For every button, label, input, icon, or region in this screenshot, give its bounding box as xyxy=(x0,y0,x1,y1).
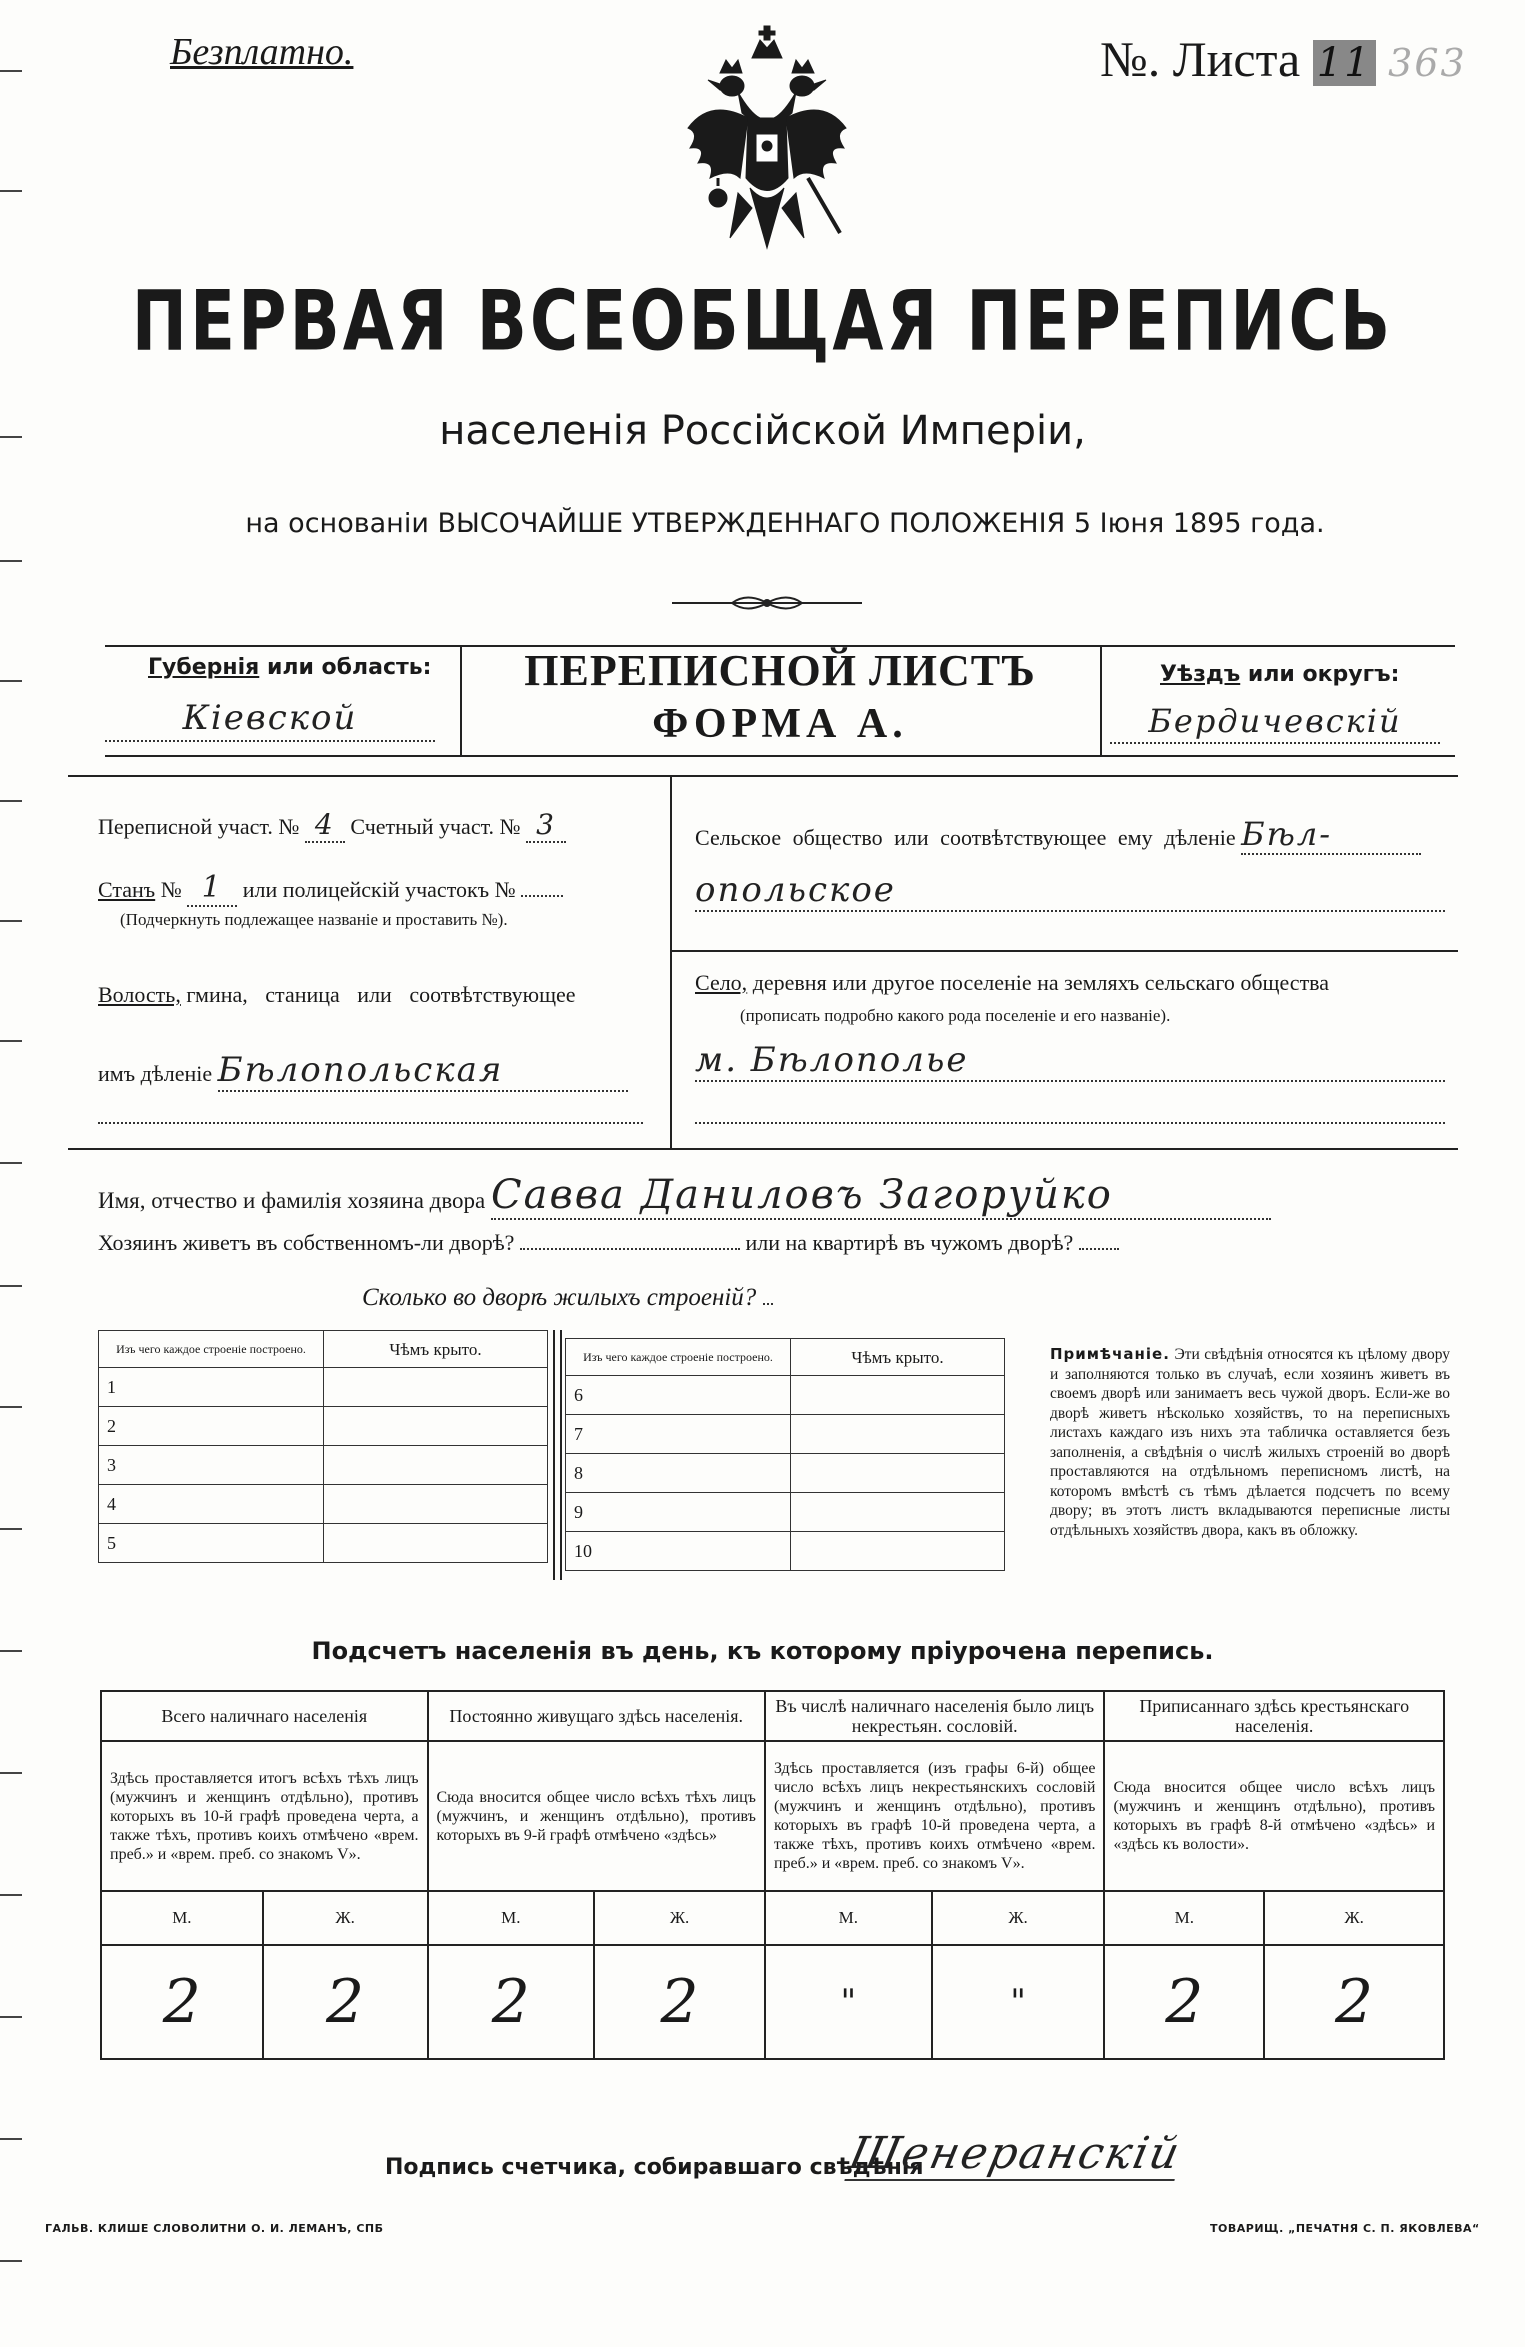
margin-tick xyxy=(0,2260,22,2262)
imperial-eagle-emblem xyxy=(680,18,855,268)
table-row: 3 xyxy=(99,1446,548,1485)
ornament-divider xyxy=(672,590,862,616)
margin-tick xyxy=(0,920,22,922)
table-row: 7 xyxy=(566,1415,1005,1454)
table-row: 5 xyxy=(99,1524,548,1563)
precinct-row: Переписной участ. № 4 Счетный участ. № 3 xyxy=(98,808,566,843)
count-title-row xyxy=(101,1691,1444,1741)
owner-value: Савва Даниловъ Загоруйко xyxy=(491,1172,1271,1220)
table-row: 8 xyxy=(566,1454,1005,1493)
society-value-1: Бѣл- xyxy=(1241,815,1421,855)
population-count-table xyxy=(100,1690,1445,2060)
margin-tick xyxy=(0,1162,22,1164)
legal-basis: на основаніи ВЫСОЧАЙШЕ УТВЕРЖДЕННАГО ПОЛОЖЕНІЯ 5 Іюня 1895 года. xyxy=(245,508,1325,539)
buildings-question: Сколько во дворѣ жилыхъ строеній? xyxy=(362,1284,773,1312)
residence-row: Хозяинъ живетъ въ собственномъ-ли дворѣ? или на квартирѣ въ чужомъ дворѣ? xyxy=(98,1230,1218,1256)
table-row: 4 xyxy=(99,1485,548,1524)
col-registered-title: Приписаннаго здѣсь крестьянскаго населенія. xyxy=(1104,1691,1444,1741)
nonpeasant-female: " xyxy=(932,1945,1105,2059)
census-precinct-value: 4 xyxy=(305,808,345,843)
margin-tick xyxy=(0,70,22,72)
table-row: 6 xyxy=(566,1376,1005,1415)
stan-value: 1 xyxy=(187,870,237,907)
form-subtitle: ФОРМА А. xyxy=(652,701,908,747)
footer-right: ТОВАРИЩ. „ПЕЧАТНЯ С. П. ЯКОВЛЕВА“ xyxy=(1210,2222,1480,2235)
margin-tick xyxy=(0,800,22,802)
sheet-number-stamp: 363 xyxy=(1388,41,1467,85)
main-title: ПЕРВАЯ ВСЕОБЩАЯ ПЕРЕПИСЬ xyxy=(131,273,1394,370)
counter-signature: Шенеранскій xyxy=(844,2128,1186,2179)
registered-male: 2 xyxy=(1104,1945,1264,2059)
owner-row: Имя, отчество и фамилія хозяина двора Савва Даниловъ Загоруйко xyxy=(98,1172,1271,1220)
stan-row: Станъ № 1 или полицейскій участокъ № xyxy=(98,870,563,907)
margin-tick xyxy=(0,1894,22,1896)
permanent-male: 2 xyxy=(428,1945,595,2059)
table-row: 1 xyxy=(99,1368,548,1407)
volost-value-row: имъ дѣленіе Бѣлопольская xyxy=(98,1050,628,1092)
signature-row: Подпись счетчика, собиравшаго свѣдѣнія xyxy=(385,2155,924,2180)
volost-value: Бѣлопольская xyxy=(218,1050,628,1092)
permanent-female: 2 xyxy=(594,1945,765,2059)
village-value: м. Бѣлополье xyxy=(695,1040,1445,1082)
volost-row: Волость, гмина, станица или соотвѣтствующее xyxy=(98,982,576,1007)
district-label: Уѣздъ или округъ: xyxy=(1160,662,1400,687)
village-row: Село, деревня или другое поселеніе на земляхъ сельскаго общества xyxy=(695,970,1330,995)
buildings-table-right: Изъ чего каждое строеніе построено. Чѣмъ крыто. 6 7 8 9 10 xyxy=(565,1338,1005,1571)
col-total-title: Всего наличнаго населенія xyxy=(101,1691,428,1741)
count-desc-row: Здѣсь проставляется итогъ всѣхъ тѣхъ лицъ (мужчинъ и женщинъ отдѣльно), противъ которыхъ въ 10-й графѣ проведена черта, а также тѣхъ, противъ коихъ отмѣчено «врем. преб.» и «врем. преб. со знакомъ V». Сюда вносится общее число всѣхъ тѣхъ лицъ (мужчинъ, и женщинъ отдѣльно), противъ которыхъ въ 9-й графѣ отмѣчено «здѣсь» Здѣсь проставляется (изъ графы 6-й) общее число всѣхъ лицъ некрестьянскихъ сословій (мужчинъ и женщинъ отдѣльно), противъ которыхъ въ графѣ 10-й проведена черта, а также тѣхъ, противъ коихъ отмѣчено «врем. преб.» и «врем. преб. со знакомъ V». Сюда вносится общее число всѣхъ лицъ (мужчинъ и женщинъ отдѣльно), противъ которыхъ въ графѣ 8-й отмѣчено «здѣсь» и «здѣсь къ волости». xyxy=(101,1741,1444,1891)
count-precinct-value: 3 xyxy=(526,808,566,843)
table-row: 9 xyxy=(566,1493,1005,1532)
margin-tick xyxy=(0,1040,22,1042)
count-sex-row: М. Ж. М. Ж. М. Ж. М. Ж. xyxy=(101,1891,1444,1945)
registered-female: 2 xyxy=(1264,1945,1444,2059)
margin-tick xyxy=(0,1528,22,1530)
buildings-note: Примѣчаніе. Эти свѣдѣнія относятся къ цѣлому двору и заполняются только въ случаѣ, если хозяинъ живетъ въ своемъ дворѣ или занимаетъ весь чужой дворъ. Если-же во дворѣ живетъ нѣсколько хозяйствъ, то на переписныхъ листахъ каждаго изъ нихъ эта табличка оставляется безъ заполненія, а свѣдѣнія о числѣ жилыхъ строеній во дворѣ проставляются на отдѣльномъ переписномъ листѣ, на которомъ вмѣстѣ съ тѣмъ дѣлается подсчетъ по всему двору; въ этотъ листъ вкладываются переписные листы отдѣльныхъ хозяйствъ двора, какъ въ обложку. xyxy=(1050,1345,1450,1539)
margin-tick xyxy=(0,190,22,192)
village-note: (прописать подробно какого рода поселеніе и его названіе). xyxy=(740,1006,1171,1025)
form-title: ПЕРЕПИСНОЙ ЛИСТЪ xyxy=(524,646,1036,695)
total-male: 2 xyxy=(101,1945,263,2059)
margin-tick xyxy=(0,1285,22,1287)
count-heading: Подсчетъ населенія въ день, къ которому пріурочена перепись. xyxy=(311,1637,1214,1665)
buildings-table-left: Изъ чего каждое строеніе построено. Чѣмъ крыто. 1 2 3 4 5 xyxy=(98,1330,548,1563)
province-value: Кіевской xyxy=(105,698,435,742)
province-label: Губернія или область: xyxy=(148,655,432,680)
margin-tick xyxy=(0,560,22,562)
subtitle: населенія Россійской Имперіи, xyxy=(439,408,1086,454)
society-row: Сельское общество или соотвѣтствующее ему дѣленіе Бѣл- xyxy=(695,815,1421,855)
table-row: 10 xyxy=(566,1532,1005,1571)
margin-tick xyxy=(0,680,22,682)
margin-tick xyxy=(0,1406,22,1408)
footer-left: ГАЛЬВ. КЛИШЕ СЛОВОЛИТНИ О. И. ЛЕМАНЪ, СПБ xyxy=(45,2222,384,2235)
margin-tick xyxy=(0,1772,22,1774)
col-permanent-title: Постоянно живущаго здѣсь населенія. xyxy=(428,1691,765,1741)
table-row: 2 xyxy=(99,1407,548,1446)
total-female: 2 xyxy=(263,1945,428,2059)
nonpeasant-male: " xyxy=(765,1945,932,2059)
count-value-row xyxy=(101,1945,1444,2059)
society-value-2: опольское xyxy=(695,870,1445,912)
margin-tick xyxy=(0,2016,22,2018)
sheet-number-hand: 11 xyxy=(1313,40,1376,86)
sheet-number xyxy=(1100,30,1467,88)
free-label: Безплатно. xyxy=(170,31,354,73)
district-value: Бердичевскій xyxy=(1110,702,1440,744)
sheet-label: №. Листа xyxy=(1100,31,1301,87)
underline-note: (Подчеркнуть подлежащее названіе и проставить №). xyxy=(120,910,508,929)
col-nonpeasant-title: Въ числѣ наличнаго населенія было лицъ некрестьян. сословій. xyxy=(765,1691,1105,1741)
margin-tick xyxy=(0,2138,22,2140)
